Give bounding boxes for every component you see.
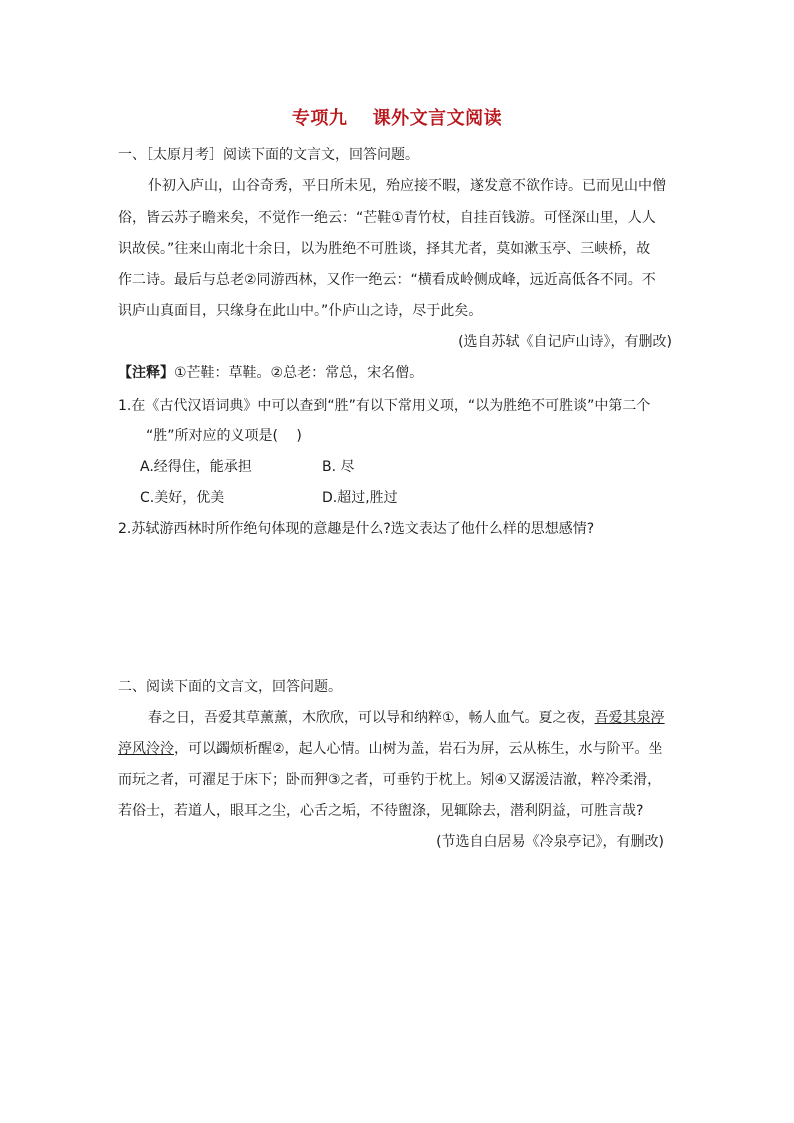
question-1: 1.在《古代汉语词典》中可以查到“胜”有以下常用义项，“以为胜绝不可胜谈”中第二个 <box>118 398 651 414</box>
passage2-text: ，可以蠲烦析醒②，起人心情。山树为盖，岩石为屏，云从栋生，水与阶平。坐 <box>174 741 663 757</box>
passage2-line <box>118 739 663 759</box>
notes-text: ①芒鞋：草鞋。②总老：常总，宋名僧。 <box>174 365 424 381</box>
passage2-underlined-text: 渟风泠泠 <box>118 741 174 757</box>
section1-heading: 一、［太原月考］阅读下面的文言文，回答问题。 <box>118 147 419 163</box>
section2-heading: 二、阅读下面的文言文，回答问题。 <box>118 679 342 695</box>
option-c: C.美好，优美 <box>140 490 225 506</box>
question-1-continued: “胜”所对应的义项是( ) <box>146 428 302 444</box>
passage2-line: 而玩之者，可濯足于床下；卧而狎③之者，可垂钓于枕上。矧④又潺湲洁澈，粹冷柔滑， <box>118 772 662 788</box>
passage1-line: 作二诗。最后与总老②同游西林，又作一绝云：“横看成岭侧成峰，远近高低各不同。不 <box>118 272 656 288</box>
passage1-source: (选自苏轼《自记庐山诗》，有删改) <box>458 334 672 350</box>
passage2-source: (节选自白居易《冷泉亭记》，有删改) <box>436 834 664 850</box>
question-2: 2.苏轼游西林时所作绝句体现的意趣是什么?选文表达了他什么样的思想感情? <box>118 521 595 537</box>
passage2-text: 春之日，吾爱其草薰薰，木欣欣，可以导和纳粹①，畅人血气。夏之夜， <box>148 710 595 726</box>
passage1-line: 识庐山真面目，只缘身在此山中。”仆庐山之诗，尽于此矣。 <box>118 303 483 319</box>
passage2-underlined-text: 吾爱其泉渟 <box>594 710 665 726</box>
passage1-line: 仆初入庐山，山谷奇秀，平日所未见，殆应接不暇，遂发意不欲作诗。已而见山中僧 <box>148 178 666 194</box>
notes-label: 【注释】 <box>118 365 174 381</box>
option-b: B. 尽 <box>322 459 355 475</box>
passage1-line: 识故侯。”往来山南北十余日，以为胜绝不可胜谈，择其尤者，莫如漱玉亭、三峡桥，故 <box>118 241 651 257</box>
passage1-line: 俗，皆云苏子瞻来矣，不觉作一绝云：“芒鞋①青竹杖，自挂百钱游。可怪深山里，人人 <box>118 210 656 226</box>
option-d: D.超过,胜过 <box>322 490 398 506</box>
page-title: 专项九 课外文言文阅读 <box>291 108 503 129</box>
notes <box>118 363 423 383</box>
passage2-line: 若俗士，若道人，眼耳之尘，心舌之垢，不待盥涤，见辄除去，潜利阴益，可胜言哉? <box>118 803 644 819</box>
passage2-line <box>148 708 665 728</box>
option-a: A.经得住，能承担 <box>140 459 252 475</box>
